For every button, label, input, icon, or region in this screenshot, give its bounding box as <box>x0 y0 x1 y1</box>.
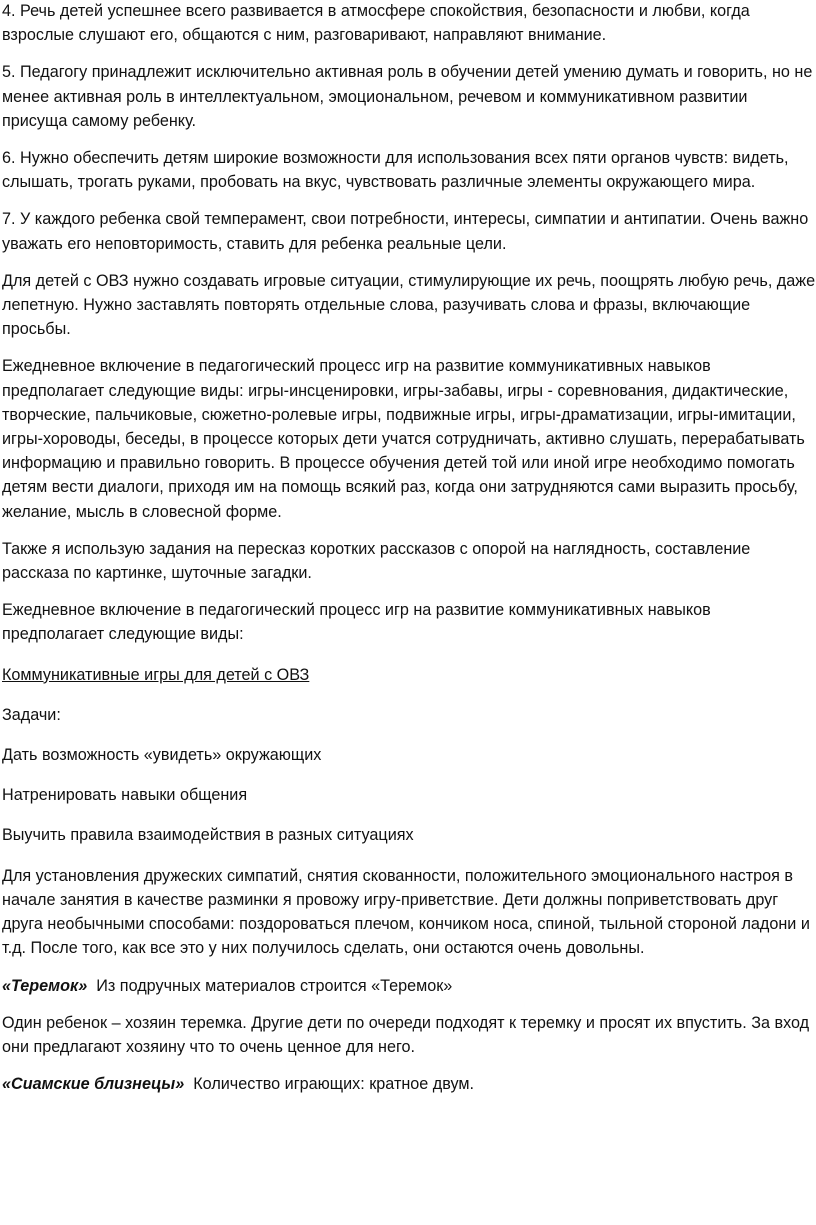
game-teremok-heading <box>0 974 816 998</box>
game-siamese-intro: Количество играющих: кратное двум. <box>184 1075 475 1094</box>
paragraph-daily-games-repeat: Ежедневное включение в педагогический процесс игр на развитие коммуникативных навыков предполагает следующие виды: <box>2 601 711 644</box>
task-item: Выучить правила взаимодействия в разных ситуациях <box>2 826 414 845</box>
paragraph-daily-games: Ежедневное включение в педагогический процесс игр на развитие коммуникативных навыков предполагает следующие виды: игры-инсценировки, игры-забавы, игры - соревнования, дидактические, творческие, пальчиковые, сюжетно-ролевые игры, подвижные игры, игры-драматизации, игры-имитации, игры-хороводы, беседы, в процессе которых дети учатся сотрудничать, активно слушать, перерабатывать информацию и правильно говорить. В процессе обучения детей той или иной игре необходимо помогать детям вести диалоги, приходя им на помощь всякий раз, когда они затрудняются сами выразить просьбу, желание, мысль в словесной форме. <box>2 357 805 521</box>
paragraph-6: 6. Нужно обеспечить детям широкие возможности для использования всех пяти органов чувств: видеть, слышать, трогать руками, пробовать на вкус, чувствовать различные элементы окружающего мира. <box>2 149 789 192</box>
game-teremok-description: Один ребенок – хозяин теремка. Другие дети по очереди подходят к теремку и просят их впустить. За вход они предлагают хозяину что то очень ценное для него. <box>2 1013 810 1056</box>
greeting-paragraph: Для установления дружеских симпатий, снятия скованности, положительного эмоционального настроя в начале занятия в качестве разминки я провожу игру-приветствие. Дети должны поприветствовать друг друга необычными способами: поздороваться плечом, кончиком носа, спиной, тыльной стороной ладони и т.д. После того, как все это у них получилось сделать, они остаются очень довольны. <box>2 866 810 958</box>
paragraph-retelling: Также я использую задания на пересказ коротких рассказов с опорой на наглядность, составление рассказа по картинке, шуточные загадки. <box>2 539 751 583</box>
paragraph-4: 4. Речь детей успешнее всего развивается в атмосфере спокойствия, безопасности и любви, когда взрослые слушают его, общаются с ним, разговаривают, направляют внимание. <box>2 2 750 45</box>
section-heading <box>0 663 816 687</box>
paragraph-5: 5. Педагогу принадлежит исключительно активная роль в обучении детей умению думать и говорить, но не менее активная роль в интеллектуальном, эмоциональном, речевом и коммуникативном развитии присуща самому ребенку. <box>2 63 813 130</box>
section-heading-text: Коммуникативные игры для детей с ОВЗ <box>2 665 310 684</box>
paragraph-ovz-games: Для детей с ОВЗ нужно создавать игровые ситуации, стимулирующие их речь, поощрять любую речь, даже лепетную. Нужно заставлять повторять отдельные слова, разучивать слова и фразы, включающие просьбы. <box>2 271 816 339</box>
game-teremok-intro: Из подручных материалов строится «Теремок» <box>87 976 453 995</box>
game-siamese-heading <box>0 1072 816 1096</box>
task-item: Дать возможность «увидеть» окружающих <box>2 746 322 765</box>
game-teremok-title: «Теремок» <box>2 976 88 995</box>
tasks-label: Задачи: <box>2 705 61 724</box>
game-siamese-title: «Сиамские близнецы» <box>2 1075 185 1094</box>
paragraph-7: 7. У каждого ребенка свой темперамент, свои потребности, интересы, симпатии и антипатии. Очень важно уважать его неповторимость, ставить для ребенка реальные цели. <box>2 210 809 253</box>
task-item: Натренировать навыки общения <box>2 786 248 805</box>
